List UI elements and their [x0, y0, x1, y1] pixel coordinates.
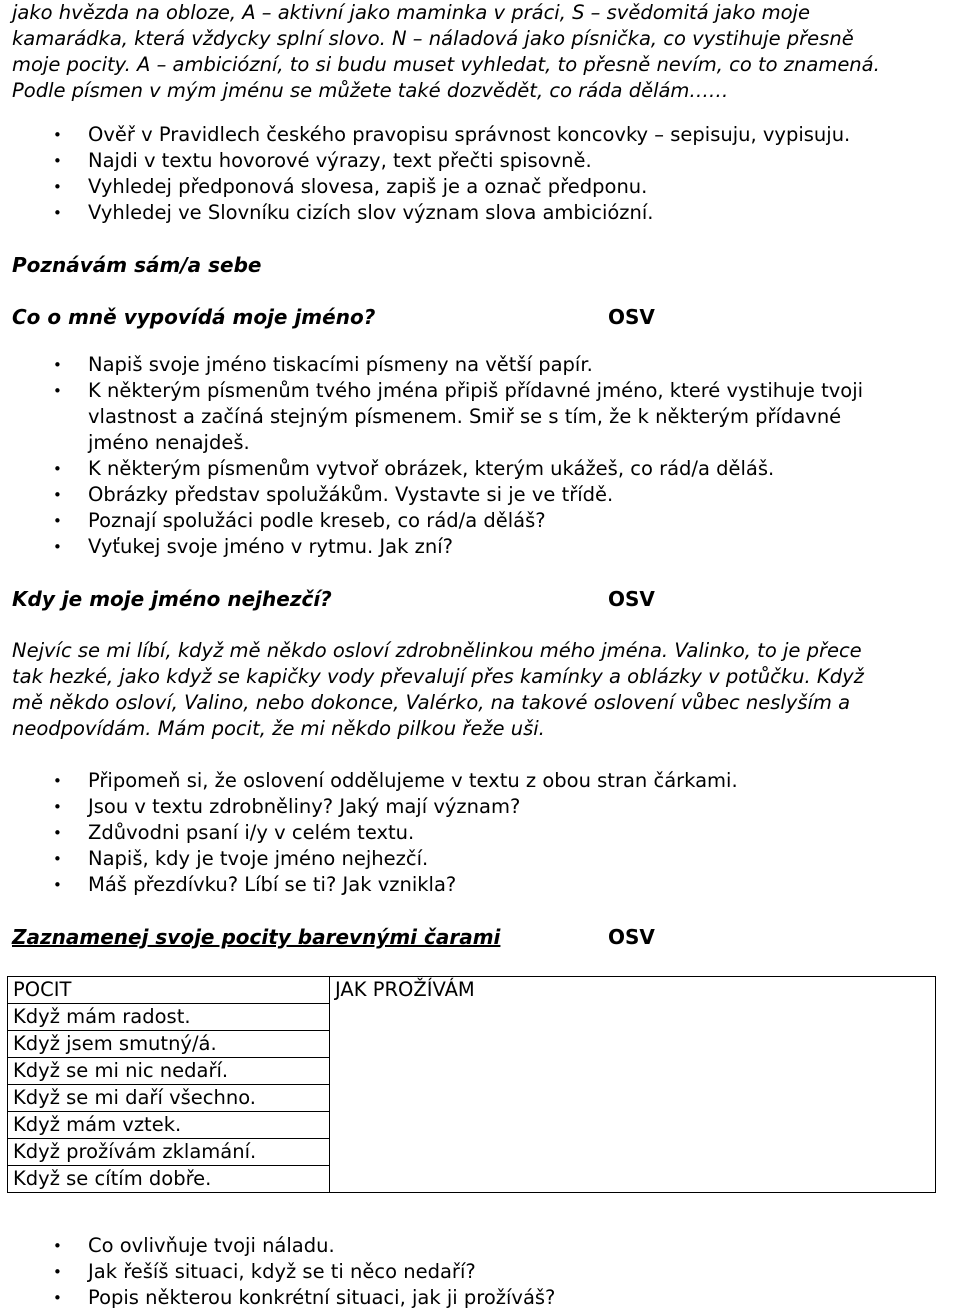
table-cell: Když se mi nic nedaří.	[8, 1058, 330, 1085]
list-item: • K některým písmenům vytvoř obrázek, kterým ukážeš, co rád/a děláš.	[12, 456, 952, 482]
task-list-2	[12, 352, 952, 560]
story-text	[12, 638, 952, 742]
story-line: neodpovídám. Mám pocit, že mi někdo pilkou řeže uši.	[12, 717, 545, 740]
list-item: • Jsou v textu zdrobněliny? Jaký mají význam?	[12, 794, 952, 820]
feelings-table	[7, 976, 936, 1193]
list-item: • Popis některou konkrétní situaci, jak ji prožíváš?	[12, 1285, 952, 1311]
task-list-4	[12, 1233, 952, 1311]
list-item-line: K některým písmenům tvého jména připiš přídavné jméno, které vystihuje tvoji	[88, 379, 864, 402]
osv-tag: OSV	[608, 925, 655, 949]
table-cell: Když prožívám zklamání.	[8, 1139, 330, 1166]
list-item: • Připomeň si, že oslovení oddělujeme v textu z obou stran čárkami.	[12, 768, 952, 794]
list-item-line: jméno nenajdeš.	[88, 431, 250, 454]
section-heading-feelings	[12, 924, 952, 950]
list-item	[12, 378, 952, 456]
table-cell: Když mám vztek.	[8, 1112, 330, 1139]
list-item: • Jak řešíš situaci, když se ti něco nedaří?	[12, 1259, 952, 1285]
section-title: Zaznamenej svoje pocity barevnými čarami	[12, 925, 501, 949]
list-item: • Ověř v Pravidlech českého pravopisu správnost koncovky – sepisuju, vypisuju.	[12, 122, 952, 148]
list-item: • Napiš svoje jméno tiskacími písmeny na větší papír.	[12, 352, 952, 378]
list-item: • Vyhledej ve Slovníku cizích slov význam slova ambiciózní.	[12, 200, 952, 226]
table-cell: Když mám radost.	[8, 1004, 330, 1031]
story-line: mě někdo osloví, Valino, nebo dokonce, Valérko, na takové oslovení vůbec neslyším a	[12, 691, 851, 714]
intro-line: moje pocity. A – ambiciózní, to si budu muset vyhledat, to přesně nevím, co to znamená.	[12, 53, 880, 76]
worksheet-page	[12, 0, 952, 1311]
intro-line: jako hvězda na obloze, A – aktivní jako maminka v práci, S – svědomitá jako moje	[12, 1, 810, 24]
intro-line: kamarádka, která vždycky splní slovo. N – náladová jako písnička, co vystihuje přesně	[12, 27, 854, 50]
section-heading-self: Poznávám sám/a sebe	[12, 253, 262, 277]
task-list-1	[12, 122, 952, 226]
list-item: • Vyťukej svoje jméno v rytmu. Jak zní?	[12, 534, 952, 560]
intro-text	[12, 0, 952, 104]
column-header-experience: JAK PROŽÍVÁM	[330, 977, 936, 1193]
table-header-row	[8, 977, 936, 1004]
list-item: • Poznají spolužáci podle kreseb, co rád/a děláš?	[12, 508, 952, 534]
section-heading-nicest	[12, 586, 952, 612]
table-cell: Když se cítím dobře.	[8, 1166, 330, 1193]
table-cell: Když se mi daří všechno.	[8, 1085, 330, 1112]
list-item: • Zdůvodni psaní i/y v celém textu.	[12, 820, 952, 846]
list-item: • Obrázky představ spolužákům. Vystavte si je ve třídě.	[12, 482, 952, 508]
list-item: • Najdi v textu hovorové výrazy, text přečti spisovně.	[12, 148, 952, 174]
story-line: Nejvíc se mi líbí, když mě někdo osloví zdrobnělinkou mého jména. Valinko, to je přece	[12, 639, 862, 662]
osv-tag: OSV	[608, 587, 655, 611]
list-item-line: vlastnost a začíná stejným písmenem. Smiř se s tím, že k některým přídavné	[88, 405, 842, 428]
list-item: • Napiš, kdy je tvoje jméno nejhezčí.	[12, 846, 952, 872]
list-item: • Máš přezdívku? Líbí se ti? Jak vznikla?	[12, 872, 952, 898]
list-item: • Vyhledej předponová slovesa, zapiš je a označ předponu.	[12, 174, 952, 200]
task-list-3	[12, 768, 952, 898]
story-line: tak hezké, jako když se kapičky vody převalují přes kamínky a oblázky v potůčku. Když	[12, 665, 864, 688]
osv-tag: OSV	[608, 305, 655, 329]
table-cell: Když jsem smutný/á.	[8, 1031, 330, 1058]
section-heading-name	[12, 304, 952, 330]
list-item: • Co ovlivňuje tvoji náladu.	[12, 1233, 952, 1259]
section-title: Kdy je moje jméno nejhezčí?	[12, 587, 332, 611]
column-header-feeling: POCIT	[8, 977, 330, 1004]
section-title: Co o mně vypovídá moje jméno?	[12, 305, 376, 329]
intro-line: Podle písmen v mým jménu se můžete také dozvědět, co ráda dělám……	[12, 79, 729, 102]
